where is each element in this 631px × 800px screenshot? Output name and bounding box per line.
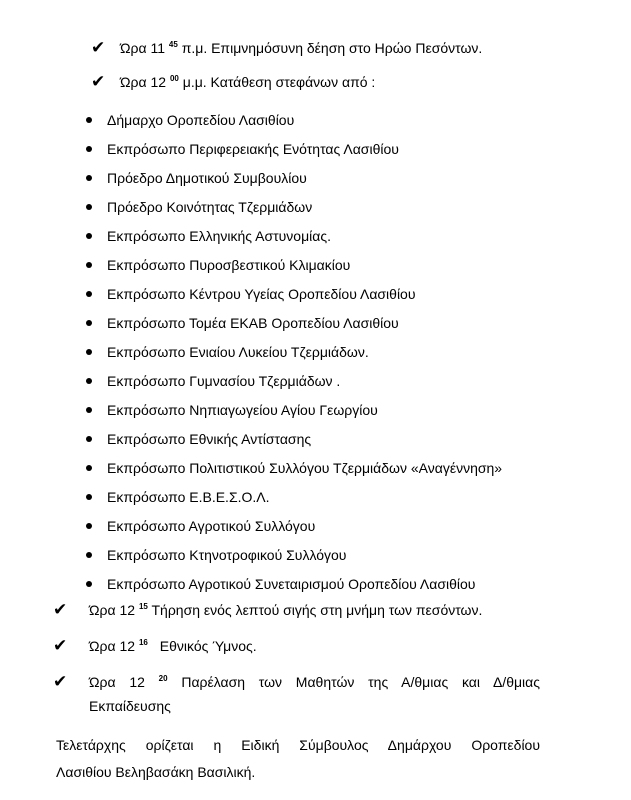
time-label: Ώρα 11 xyxy=(120,40,166,56)
list-item: Εκπρόσωπο Ελληνικής Αστυνομίας. xyxy=(107,228,331,244)
bullet-icon xyxy=(86,204,92,210)
bullet-icon xyxy=(86,378,92,384)
bullet-icon xyxy=(86,552,92,558)
list-item: Εκπρόσωπο Πυροσβεστικού Κλιμακίου xyxy=(107,257,351,273)
item-text: Παρέλαση των Μαθητών της Α/θμιας και Δ/θμιας xyxy=(181,674,541,690)
closing-text-2: Λασιθίου Βεληβασάκη Βασιλική. xyxy=(56,764,256,780)
list-item: Εκπρόσωπο Ενιαίου Λυκείου Τζερμιάδων. xyxy=(107,344,369,360)
check-icon: ✔ xyxy=(53,672,68,691)
item-text: μ.μ. Κατάθεση στεφάνων από : xyxy=(182,74,376,90)
list-item: Εκπρόσωπο Ε.Β.Ε.Σ.Ο.Λ. xyxy=(107,489,270,505)
bullet-icon xyxy=(86,233,92,239)
check-icon: ✔ xyxy=(91,72,106,91)
check-icon: ✔ xyxy=(53,636,68,655)
bullet-icon xyxy=(86,262,92,268)
bullet-icon xyxy=(86,581,92,587)
schedule-item-2 xyxy=(89,602,482,618)
closing-line-1 xyxy=(56,737,540,753)
list-item: Πρόεδρο Δημοτικού Συμβουλίου xyxy=(107,170,307,186)
time-minutes: 15 xyxy=(138,602,148,611)
closing-line-2 xyxy=(56,764,255,780)
closing-text-1: Τελετάρχης ορίζεται η Ειδική Σύμβουλος Δημάρχου Οροπεδίου xyxy=(56,737,540,753)
list-item: Δήμαρχο Οροπεδίου Λασιθίου xyxy=(107,112,295,128)
list-item: Εκπρόσωπο Εθνικής Αντίστασης xyxy=(107,431,312,447)
bullet-icon xyxy=(86,291,92,297)
item-text: Εθνικός Ύμνος. xyxy=(159,638,257,654)
schedule-item-4-line2 xyxy=(89,698,171,714)
time-minutes: 20 xyxy=(158,674,168,683)
bullet-icon xyxy=(86,465,92,471)
list-item: Εκπρόσωπο Γυμνασίου Τζερμιάδων . xyxy=(107,373,341,389)
check-icon: ✔ xyxy=(53,600,68,619)
time-minutes: 00 xyxy=(169,74,179,83)
list-item: Εκπρόσωπο Αγροτικού Συλλόγου xyxy=(107,518,316,534)
schedule-item-1 xyxy=(120,74,375,90)
list-item: Εκπρόσωπο Τομέα ΕΚΑΒ Οροπεδίου Λασιθίου xyxy=(107,315,399,331)
bullet-icon xyxy=(86,117,92,123)
list-item: Εκπρόσωπο Πολιτιστικού Συλλόγου Τζερμιάδων «Αναγέννηση» xyxy=(107,460,503,476)
check-icon: ✔ xyxy=(91,38,106,57)
list-item: Εκπρόσωπο Κέντρου Υγείας Οροπεδίου Λασιθίου xyxy=(107,286,416,302)
time-label: Ώρα 12 xyxy=(89,638,136,654)
list-item: Πρόεδρο Κοινότητας Τζερμιάδων xyxy=(107,199,313,215)
item-text-continued: Εκπαίδευσης xyxy=(89,698,171,714)
item-text: π.μ. Επιμνημόσυνη δέηση στο Ηρώο Πεσόντων. xyxy=(181,40,483,56)
bullet-icon xyxy=(86,320,92,326)
time-label: Ώρα 12 xyxy=(120,74,167,90)
bullet-icon xyxy=(86,175,92,181)
list-item: Εκπρόσωπο Νηπιαγωγείου Αγίου Γεωργίου xyxy=(107,402,378,418)
list-item: Εκπρόσωπο Περιφερειακής Ενότητας Λασιθίου xyxy=(107,141,399,157)
bullet-icon xyxy=(86,349,92,355)
time-minutes: 16 xyxy=(138,638,148,647)
bullet-icon xyxy=(86,494,92,500)
list-item: Εκπρόσωπο Κτηνοτροφικού Συλλόγου xyxy=(107,547,347,563)
list-item: Εκπρόσωπο Αγροτικού Συνεταιρισμού Οροπεδίου Λασιθίου xyxy=(107,576,476,592)
time-label: Ώρα 12 xyxy=(89,602,136,618)
bullet-icon xyxy=(86,436,92,442)
bullet-icon xyxy=(86,146,92,152)
time-label: Ώρα 12 xyxy=(89,674,145,690)
schedule-item-0 xyxy=(120,40,482,56)
schedule-item-4 xyxy=(89,674,540,690)
schedule-item-3 xyxy=(89,638,257,654)
item-text: Τήρηση ενός λεπτού σιγής στη μνήμη των πεσόντων. xyxy=(151,602,483,618)
time-minutes: 45 xyxy=(168,40,178,49)
bullet-icon xyxy=(86,523,92,529)
bullet-icon xyxy=(86,407,92,413)
